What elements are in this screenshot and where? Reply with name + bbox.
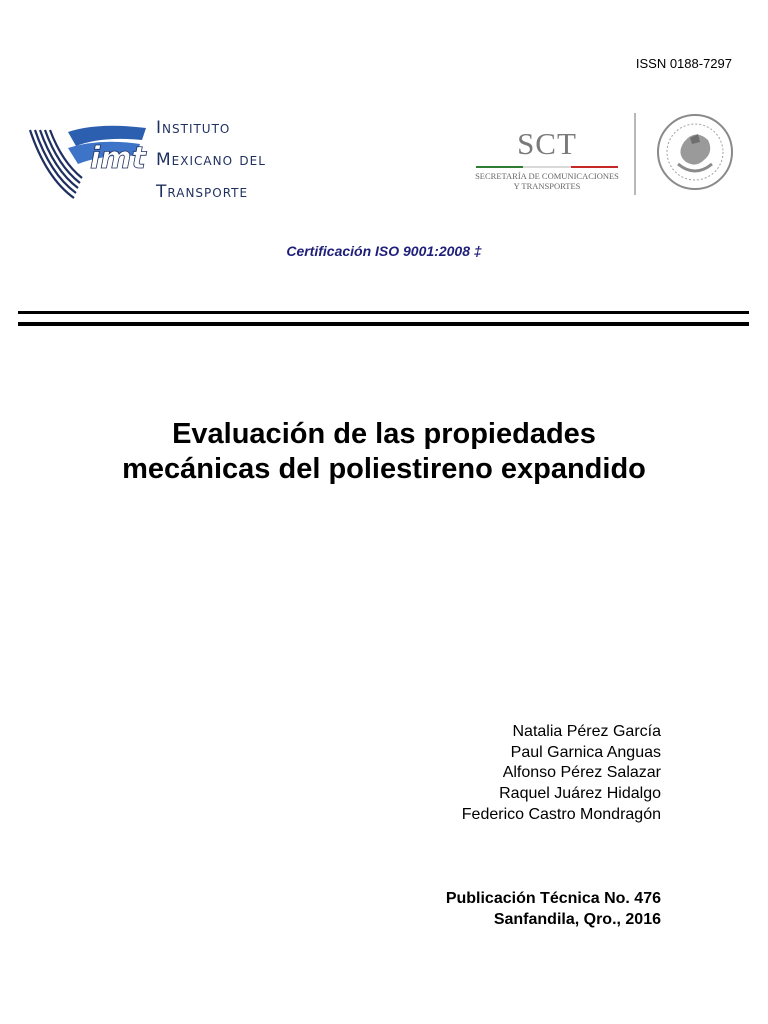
sct-flag-bar: [476, 166, 618, 168]
publication-place-year: Sanfandila, Qro., 2016: [493, 911, 661, 928]
imt-monogram: imt: [90, 141, 146, 176]
header-rule-top: [18, 311, 749, 314]
publication-number: Publicación Técnica No. 476: [445, 890, 661, 907]
author-name: Paul Garnica Anguas: [510, 743, 661, 761]
imt-name-line-2: Mexicano del: [156, 150, 266, 170]
sct-logo: [472, 122, 622, 202]
imt-institute-name: [156, 112, 266, 208]
author-name: Alfonso Pérez Salazar: [502, 764, 661, 782]
coat-of-arms-icon: [654, 112, 736, 192]
imt-logo: [28, 108, 318, 208]
imt-emblem-icon: [28, 118, 153, 203]
title-line-2: mecánicas del poliestireno expandido: [122, 453, 646, 485]
author-list: [462, 722, 661, 826]
issn-number: ISSN 0188-7297: [635, 56, 732, 71]
author-name: Raquel Juárez Hidalgo: [499, 785, 661, 803]
author-name: Federico Castro Mondragón: [461, 805, 661, 823]
sct-subtitle: [472, 172, 622, 191]
imt-name-line-3: Transporte: [156, 182, 249, 202]
document-title: [0, 417, 768, 487]
author-name: Natalia Pérez García: [512, 723, 661, 740]
imt-name-line-1: Instituto: [156, 118, 231, 138]
sct-subtitle-line-1: SECRETARÍA DE COMUNICACIONES: [475, 171, 619, 181]
sct-subtitle-line-2: Y TRANSPORTES: [513, 180, 581, 191]
logo-divider: [634, 113, 636, 195]
header-rule-bottom: [18, 322, 749, 326]
title-line-1: Evaluación de las propiedades: [172, 418, 596, 450]
sct-abbreviation: SCT: [517, 126, 577, 161]
certification-note: Certificación ISO 9001:2008 ‡: [286, 243, 482, 259]
publication-info: [446, 888, 661, 930]
